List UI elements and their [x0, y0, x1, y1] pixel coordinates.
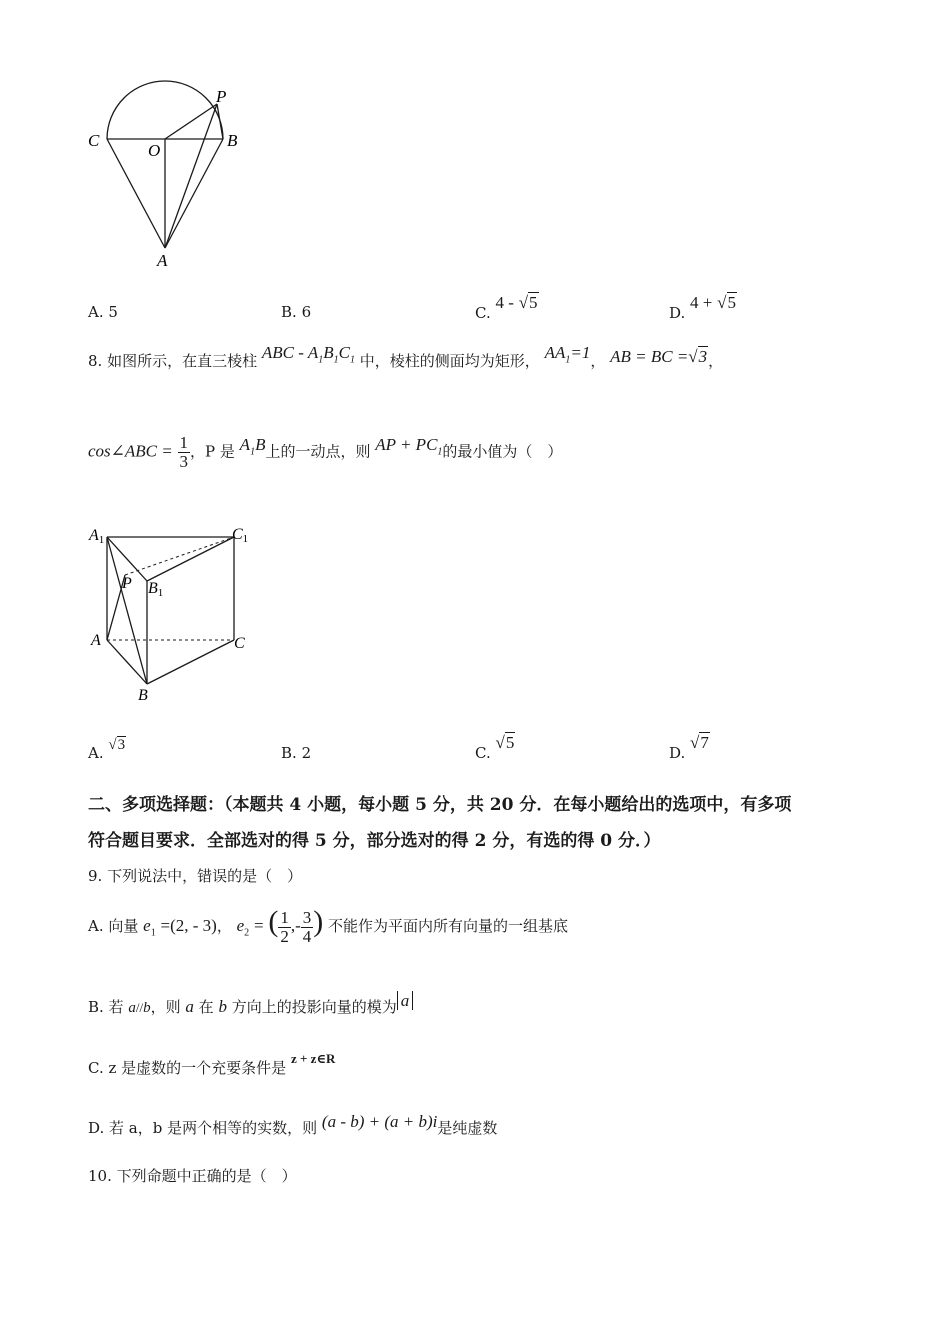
q9-option-a[interactable]: A. 向量 $e_1 =(2$, - 3)， $e_2$ = ( $\frac{1}{2}$ ,- $\frac{3}{4}$ ) 不能作为平面内所有向量的一组基底: [88, 905, 569, 946]
label-c1: C1: [232, 526, 249, 545]
label-b: B: [138, 687, 148, 704]
q8-stem-line2: cos∠ABC = $\frac{1}{3}$ ，P 是 $A_1B$上的一动点，则 AP + $PC_1$的最小值为（ ）: [88, 433, 563, 471]
segment-pa: [165, 104, 217, 248]
label-p: P: [216, 87, 227, 106]
segment-ba: [165, 139, 223, 248]
q8-stem-line1: 8. 如图所示，在直三棱柱 ABC - $A_1B_1C_1$ 中，棱柱的侧面均为矩形， $AA_1=1$， AB = BC =√3，: [88, 343, 724, 370]
label-c: C: [234, 635, 245, 652]
label-b: B: [227, 131, 238, 150]
q8-option-c[interactable]: C. √5: [475, 733, 515, 762]
q9-option-d[interactable]: D. 若 a，b 是两个相等的实数，则 (a - b) + (a + b)i是纯虚数: [88, 1112, 498, 1137]
label-c: C: [88, 131, 100, 150]
fraction-one-half: $\frac{1}{2}$: [280, 907, 289, 946]
edge-b-c: [147, 640, 234, 684]
figure-triangular-prism: [80, 518, 270, 710]
q7-option-c[interactable]: C. 4 - √5: [475, 293, 538, 322]
segment-p-c1-hidden: [125, 537, 234, 575]
semicircle-arc: [107, 81, 223, 139]
q8-option-b[interactable]: B. 2: [281, 744, 312, 762]
segment-op: [165, 104, 217, 139]
label-a: A: [157, 251, 168, 270]
section2-heading-line2: 符合题目要求．全部选对的得 5 分，部分选对的得 2 分，有选的得 0 分．）: [88, 831, 661, 851]
edge-b1-c1: [147, 537, 234, 581]
figure-cone-semicircle: [80, 78, 250, 278]
q10-stem: 10. 下列命题中正确的是（ ）: [88, 1167, 297, 1185]
fraction-one-third: $\frac{1}{3}$: [179, 433, 189, 471]
fraction-three-quarters: $\frac{3}{4}$: [302, 907, 312, 946]
segment-pb: [217, 104, 223, 139]
q9-option-b[interactable]: B. 若 a//b，则 a 在 b 方向上的投影向量的模为 a: [88, 996, 413, 1017]
section2-heading-line1: 二、多项选择题：（本题共 4 小题，每小题 5 分，共 20 分．在每小题给出的选项中，有多项: [88, 795, 792, 815]
q9-option-c[interactable]: C. z 是虚数的一个充要条件是 z + z∈R: [88, 1051, 336, 1077]
q7-option-b[interactable]: B. 6: [281, 303, 312, 321]
label-a: A: [91, 632, 101, 649]
label-p: P: [122, 575, 132, 592]
q9-stem: 9. 下列说法中，错误的是（ ）: [88, 867, 303, 885]
q8-option-a[interactable]: A. √3: [88, 737, 126, 762]
label-b1: B1: [148, 580, 164, 599]
q8-option-d[interactable]: D. √7: [669, 733, 709, 762]
label-a1: A1: [89, 527, 105, 546]
q7-option-d[interactable]: D. 4 + √5: [669, 293, 737, 322]
q7-option-a[interactable]: A. 5: [88, 303, 118, 321]
label-o: O: [148, 141, 161, 160]
